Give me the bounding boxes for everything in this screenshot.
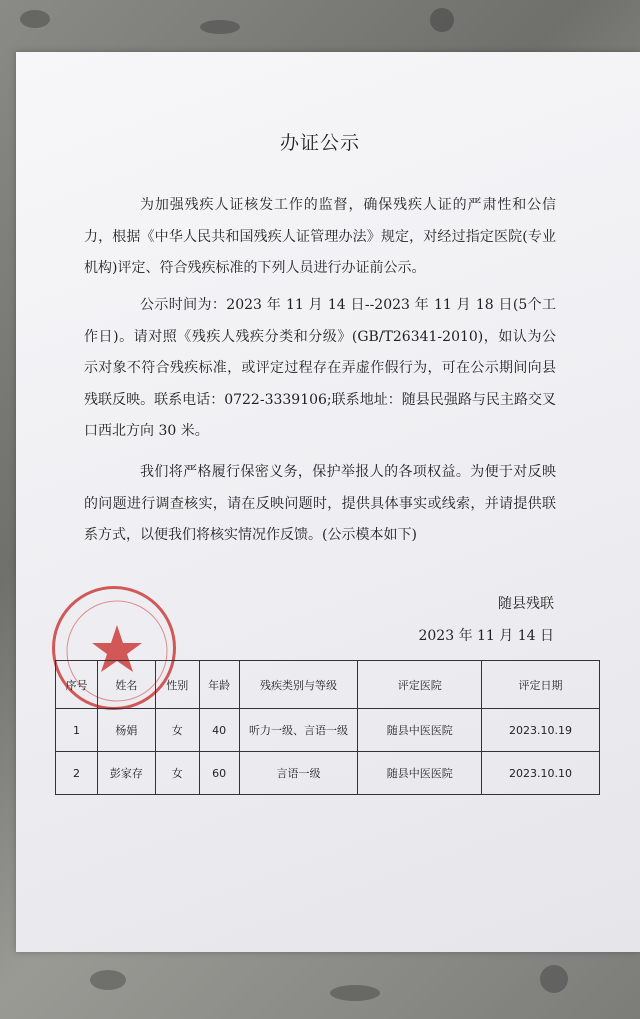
cell-gender: 女 bbox=[155, 709, 199, 752]
cell-hospital: 随县中医医院 bbox=[358, 752, 482, 795]
signature-date: 2023 年 11 月 14 日 bbox=[418, 628, 554, 644]
cell-age: 40 bbox=[199, 709, 239, 752]
cell-index: 1 bbox=[56, 709, 98, 752]
cell-gender: 女 bbox=[155, 752, 199, 795]
header-gender: 性别 bbox=[155, 661, 199, 709]
signature-organization: 随县残联 bbox=[498, 596, 554, 612]
cell-disability: 言语一级 bbox=[239, 752, 358, 795]
cell-name: 杨娟 bbox=[97, 709, 155, 752]
cell-date: 2023.10.19 bbox=[482, 709, 600, 752]
header-name: 姓名 bbox=[97, 661, 155, 709]
notice-paragraph-1: 为加强残疾人证核发工作的监督，确保残疾人证的严肃性和公信力，根据《中华人民共和国残疾人证管理办法》规定，对经过指定医院(专业机构)评定、符合残疾标准的下列人员进行办证前公示。 bbox=[84, 197, 556, 276]
cell-hospital: 随县中医医院 bbox=[358, 709, 482, 752]
cell-name: 彭家存 bbox=[97, 752, 155, 795]
cell-date: 2023.10.10 bbox=[482, 752, 600, 795]
notice-paragraph-2: 公示时间为：2023 年 11 月 14 日--2023 年 11 月 18 日(5个工作日)。请对照《残疾人残疾分类和分级》(GB/T26341-2010)，如认为公示对象不符合残疾标准，或评定过程存在弄虚作假行为，可在公示期间向县残联反映。联系电话：0722-3339106;联系地址：随县民强路与民主路交叉口西北方向 30 米。 bbox=[84, 297, 556, 439]
cell-age: 60 bbox=[199, 752, 239, 795]
roster-table bbox=[55, 660, 600, 795]
wall-speck bbox=[430, 8, 454, 32]
wall-speck bbox=[20, 10, 50, 28]
wall-speck bbox=[200, 20, 240, 34]
cell-index: 2 bbox=[56, 752, 98, 795]
header-date: 评定日期 bbox=[482, 661, 600, 709]
table-header-row bbox=[56, 661, 600, 709]
header-index: 序号 bbox=[56, 661, 98, 709]
table-row bbox=[56, 709, 600, 752]
notice-paragraph-3: 我们将严格履行保密义务，保护举报人的各项权益。为便于对反映的问题进行调查核实，请在反映问题时，提供具体事实或线索，并请提供联系方式，以便我们将核实情况作反馈。(公示模本如下) bbox=[84, 464, 556, 543]
header-age: 年龄 bbox=[199, 661, 239, 709]
cell-disability: 听力一级、言语一级 bbox=[239, 709, 358, 752]
header-disability: 残疾类别与等级 bbox=[239, 661, 358, 709]
wall-speck bbox=[540, 965, 568, 993]
wall-speck bbox=[330, 985, 380, 1001]
table-row bbox=[56, 752, 600, 795]
header-hospital: 评定医院 bbox=[358, 661, 482, 709]
notice-title: 办证公示 bbox=[279, 132, 360, 154]
wall-speck bbox=[90, 970, 126, 990]
